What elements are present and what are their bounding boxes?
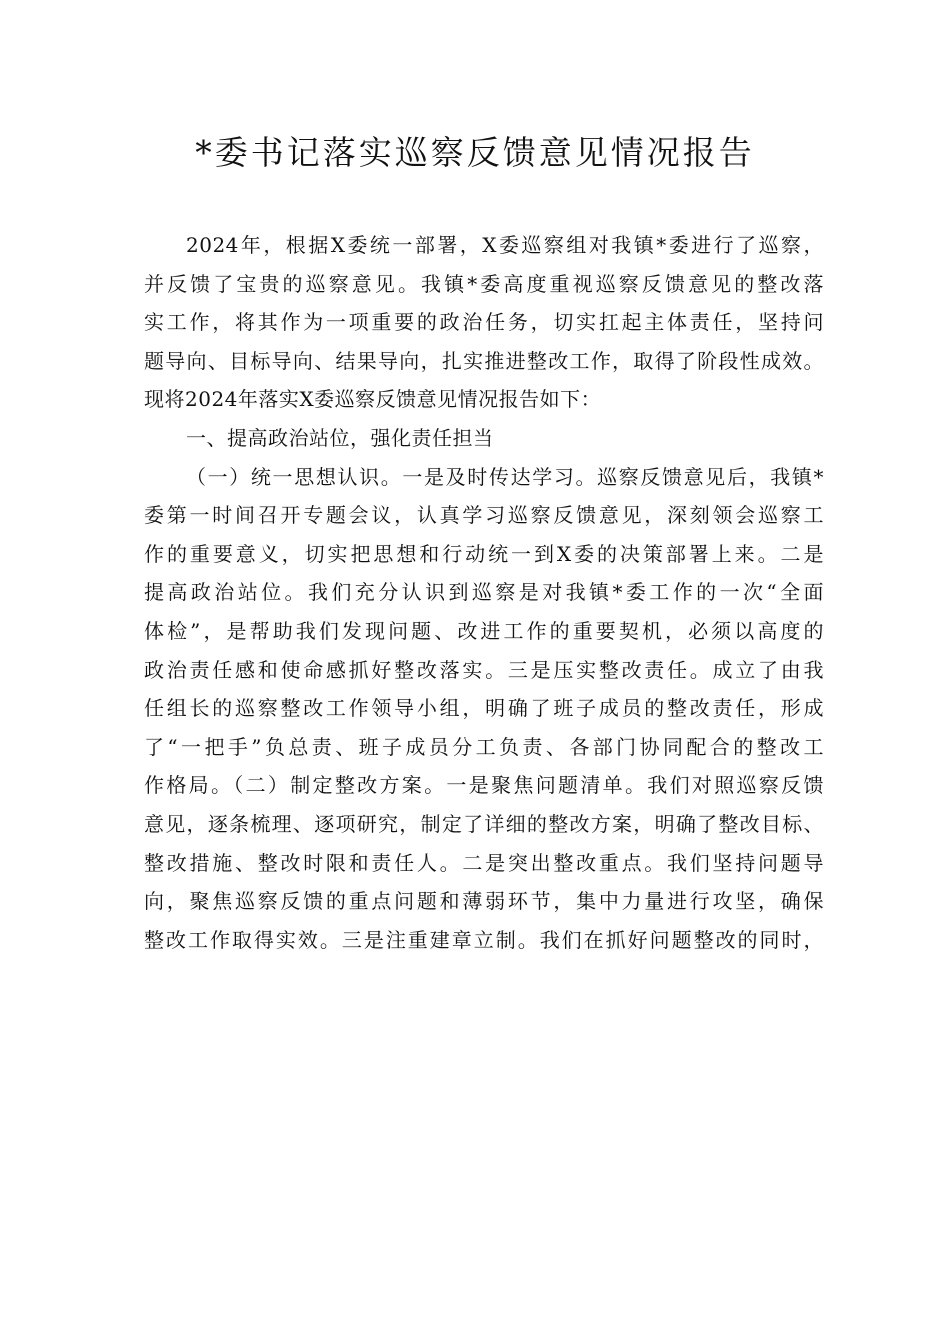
paragraph-line: （一）统一思想认识。一是及时传达学习。巡察反馈意见后，我镇* bbox=[186, 464, 824, 489]
paragraph-line: 2024年，根据X委统一部署，X委巡察组对我镇*委进行了巡察， bbox=[186, 233, 824, 257]
paragraph-line: 了“一把手”负总责、班子成员分工负责、各部门协同配合的整改工 bbox=[144, 734, 824, 759]
paragraph-line: 作的重要意义，切实把思想和行动统一到X委的决策部署上来。二是 bbox=[144, 541, 824, 566]
document-title: *委书记落实巡察反馈意见情况报告 bbox=[195, 133, 755, 172]
paragraph-line: 题导向、目标导向、结果导向，扎实推进整改工作，取得了阶段性成效。 bbox=[144, 348, 824, 373]
paragraph-line: 整改工作取得实效。三是注重建章立制。我们在抓好问题整改的同时， bbox=[144, 927, 824, 952]
paragraph-line: 任组长的巡察整改工作领导小组，明确了班子成员的整改责任，形成 bbox=[144, 696, 824, 721]
section-heading: 一、提高政治站位，强化责任担当 bbox=[186, 425, 494, 450]
paragraph-line: 委第一时间召开专题会议，认真学习巡察反馈意见，深刻领会巡察工 bbox=[144, 503, 824, 528]
paragraph-line: 提高政治站位。我们充分认识到巡察是对我镇*委工作的一次“全面 bbox=[144, 580, 824, 605]
paragraph-line: 并反馈了宝贵的巡察意见。我镇*委高度重视巡察反馈意见的整改落 bbox=[144, 271, 824, 296]
paragraph-line: 意见，逐条梳理、逐项研究，制定了详细的整改方案，明确了整改目标、 bbox=[144, 811, 824, 836]
paragraph-line: 政治责任感和使命感抓好整改落实。三是压实整改责任。成立了由我 bbox=[144, 657, 824, 682]
paragraph-line: 实工作，将其作为一项重要的政治任务，切实扛起主体责任，坚持问 bbox=[144, 310, 824, 335]
paragraph-line: 向，聚焦巡察反馈的重点问题和薄弱环节，集中力量进行攻坚，确保 bbox=[144, 889, 824, 914]
document-body bbox=[144, 226, 824, 959]
paragraph-line: 整改措施、整改时限和责任人。二是突出整改重点。我们坚持问题导 bbox=[144, 850, 824, 875]
paragraph-line: 体检”，是帮助我们发现问题、改进工作的重要契机，必须以高度的 bbox=[144, 618, 824, 643]
paragraph-line: 现将2024年落实X委巡察反馈意见情况报告如下： bbox=[144, 387, 602, 412]
paragraph-line: 作格局。（二）制定整改方案。一是聚焦问题清单。我们对照巡察反馈 bbox=[144, 773, 824, 798]
